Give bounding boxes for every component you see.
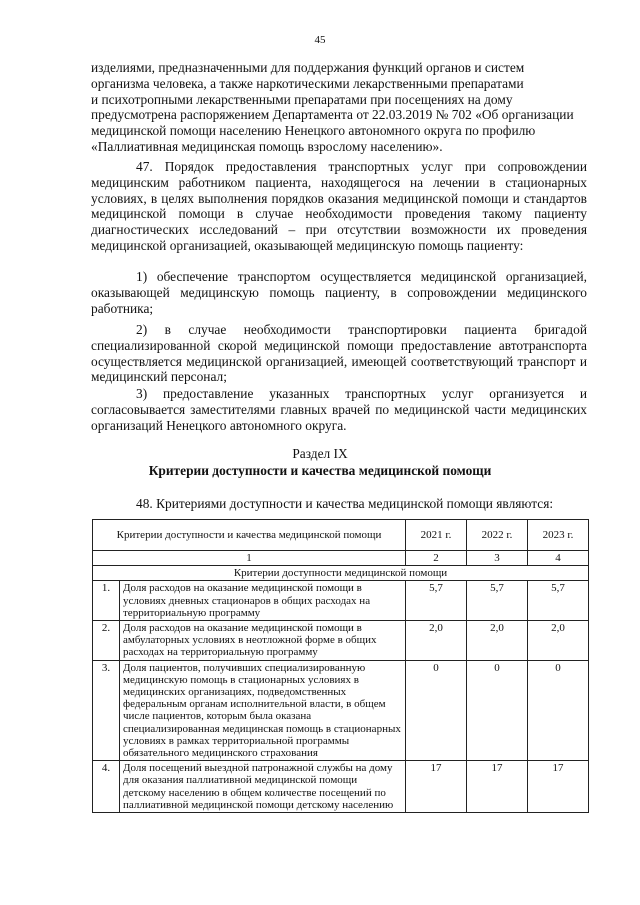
row-value-2021: 5,7 <box>406 581 467 621</box>
text-line: «Паллиативная медицинская помощь взрослому населению». <box>91 138 443 154</box>
paragraph-48: 48. Критериями доступности и качества медицинской помощи являются: <box>136 496 554 511</box>
paragraph-47-item-3: 3) предоставление указанных транспортных услуг организуется и согласовывается заместителями главных врачей по медицинской части медицинских организаций Ненецкого автономного округа. <box>91 386 587 433</box>
row-value-2021: 17 <box>406 761 467 813</box>
row-value-2023: 2,0 <box>528 621 589 661</box>
row-value-2022: 0 <box>467 660 528 761</box>
colnum-4: 4 <box>528 551 589 566</box>
paragraph-47-item-2: 2) в случае необходимости транспортировки пациента бригадой специализированной скорой медицинской помощи предоставление автотранспорта осуществляется медицинской организацией, имеющей соответствующий транспорт и медицинский персонал; <box>91 322 587 385</box>
row-value-2022: 17 <box>467 761 528 813</box>
group-title: Критерии доступности медицинской помощи <box>93 566 589 581</box>
table-row <box>93 660 589 761</box>
header-criteria: Критерии доступности и качества медицинской помощи <box>93 520 406 551</box>
colnum-2: 2 <box>406 551 467 566</box>
row-number: 3. <box>93 660 120 761</box>
row-criterion: Доля расходов на оказание медицинской помощи в условиях дневных стационаров в общих расходах на территориальную программу <box>120 581 406 621</box>
table-row <box>93 581 589 621</box>
table-group-row <box>93 566 589 581</box>
text-line: изделиями, предназначенными для поддержания функций органов и систем <box>91 60 525 75</box>
row-number: 2. <box>93 621 120 661</box>
colnum-3: 3 <box>467 551 528 566</box>
table-row <box>93 621 589 661</box>
table-header-row <box>93 520 589 551</box>
header-2022: 2022 г. <box>467 520 528 551</box>
row-value-2022: 5,7 <box>467 581 528 621</box>
header-2023: 2023 г. <box>528 520 589 551</box>
row-number: 1. <box>93 581 120 621</box>
row-criterion: Доля расходов на оказание медицинской помощи в амбулаторных условиях в неотложной форме в общих расходах на территориальную программу <box>120 621 406 661</box>
paragraph-47: 47. Порядок предоставления транспортных услуг при сопровождении медицинским работником пациента, находящегося на лечении в стационарных условиях, в целях выполнения порядков оказания медицинской помощи и стандартов медицинской помощи в случае необходимости проведения такому пациенту диагностических исследований – при отсутствии возможности их проведения медицинской организацией, оказывающей медицинскую помощь пациенту: <box>91 159 587 253</box>
row-number: 4. <box>93 761 120 813</box>
row-value-2021: 0 <box>406 660 467 761</box>
row-value-2021: 2,0 <box>406 621 467 661</box>
criteria-table <box>92 519 589 813</box>
row-value-2022: 2,0 <box>467 621 528 661</box>
row-criterion: Доля пациентов, получивших специализированную медицинскую помощь в стационарных условиях в медицинских организациях, подведомственных федеральным органам исполнительной власти, в общем числе пациентов, которым была оказана специализированная медицинская помощь в стационарных условиях в рамках территориальной программы обязательного медицинского страхования <box>120 660 406 761</box>
section-title: Критерии доступности и качества медицинской помощи <box>148 463 492 478</box>
page-number: 45 <box>314 34 326 46</box>
text-line: предусмотрена распоряжением Департамента от 22.03.2019 № 702 «Об организации <box>91 107 574 123</box>
row-value-2023: 0 <box>528 660 589 761</box>
text-line: организма человека, а также наркотическими лекарственными препаратами <box>91 75 524 91</box>
section-label: Раздел IX <box>292 446 348 461</box>
paragraph-47-item-1: 1) обеспечение транспортом осуществляется медицинской организацией, оказывающей медицинскую помощь пациенту, в сопровождении медицинского работника; <box>91 269 587 316</box>
row-value-2023: 17 <box>528 761 589 813</box>
text-line: и психотропными лекарственными препаратами при посещениях на дому <box>91 91 513 107</box>
table-row <box>93 761 589 813</box>
table-colnum-row <box>93 551 589 566</box>
paragraph-46-continued <box>91 60 587 155</box>
row-value-2023: 5,7 <box>528 581 589 621</box>
row-criterion: Доля посещений выездной патронажной службы на дому для оказания паллиативной медицинской помощи детскому населению в общем количестве посещений по паллиативной медицинской помощи детскому населению <box>120 761 406 813</box>
colnum-1: 1 <box>93 551 406 566</box>
header-2021: 2021 г. <box>406 520 467 551</box>
text-line: медицинской помощи населению Ненецкого автономного округа по профилю <box>91 123 536 139</box>
